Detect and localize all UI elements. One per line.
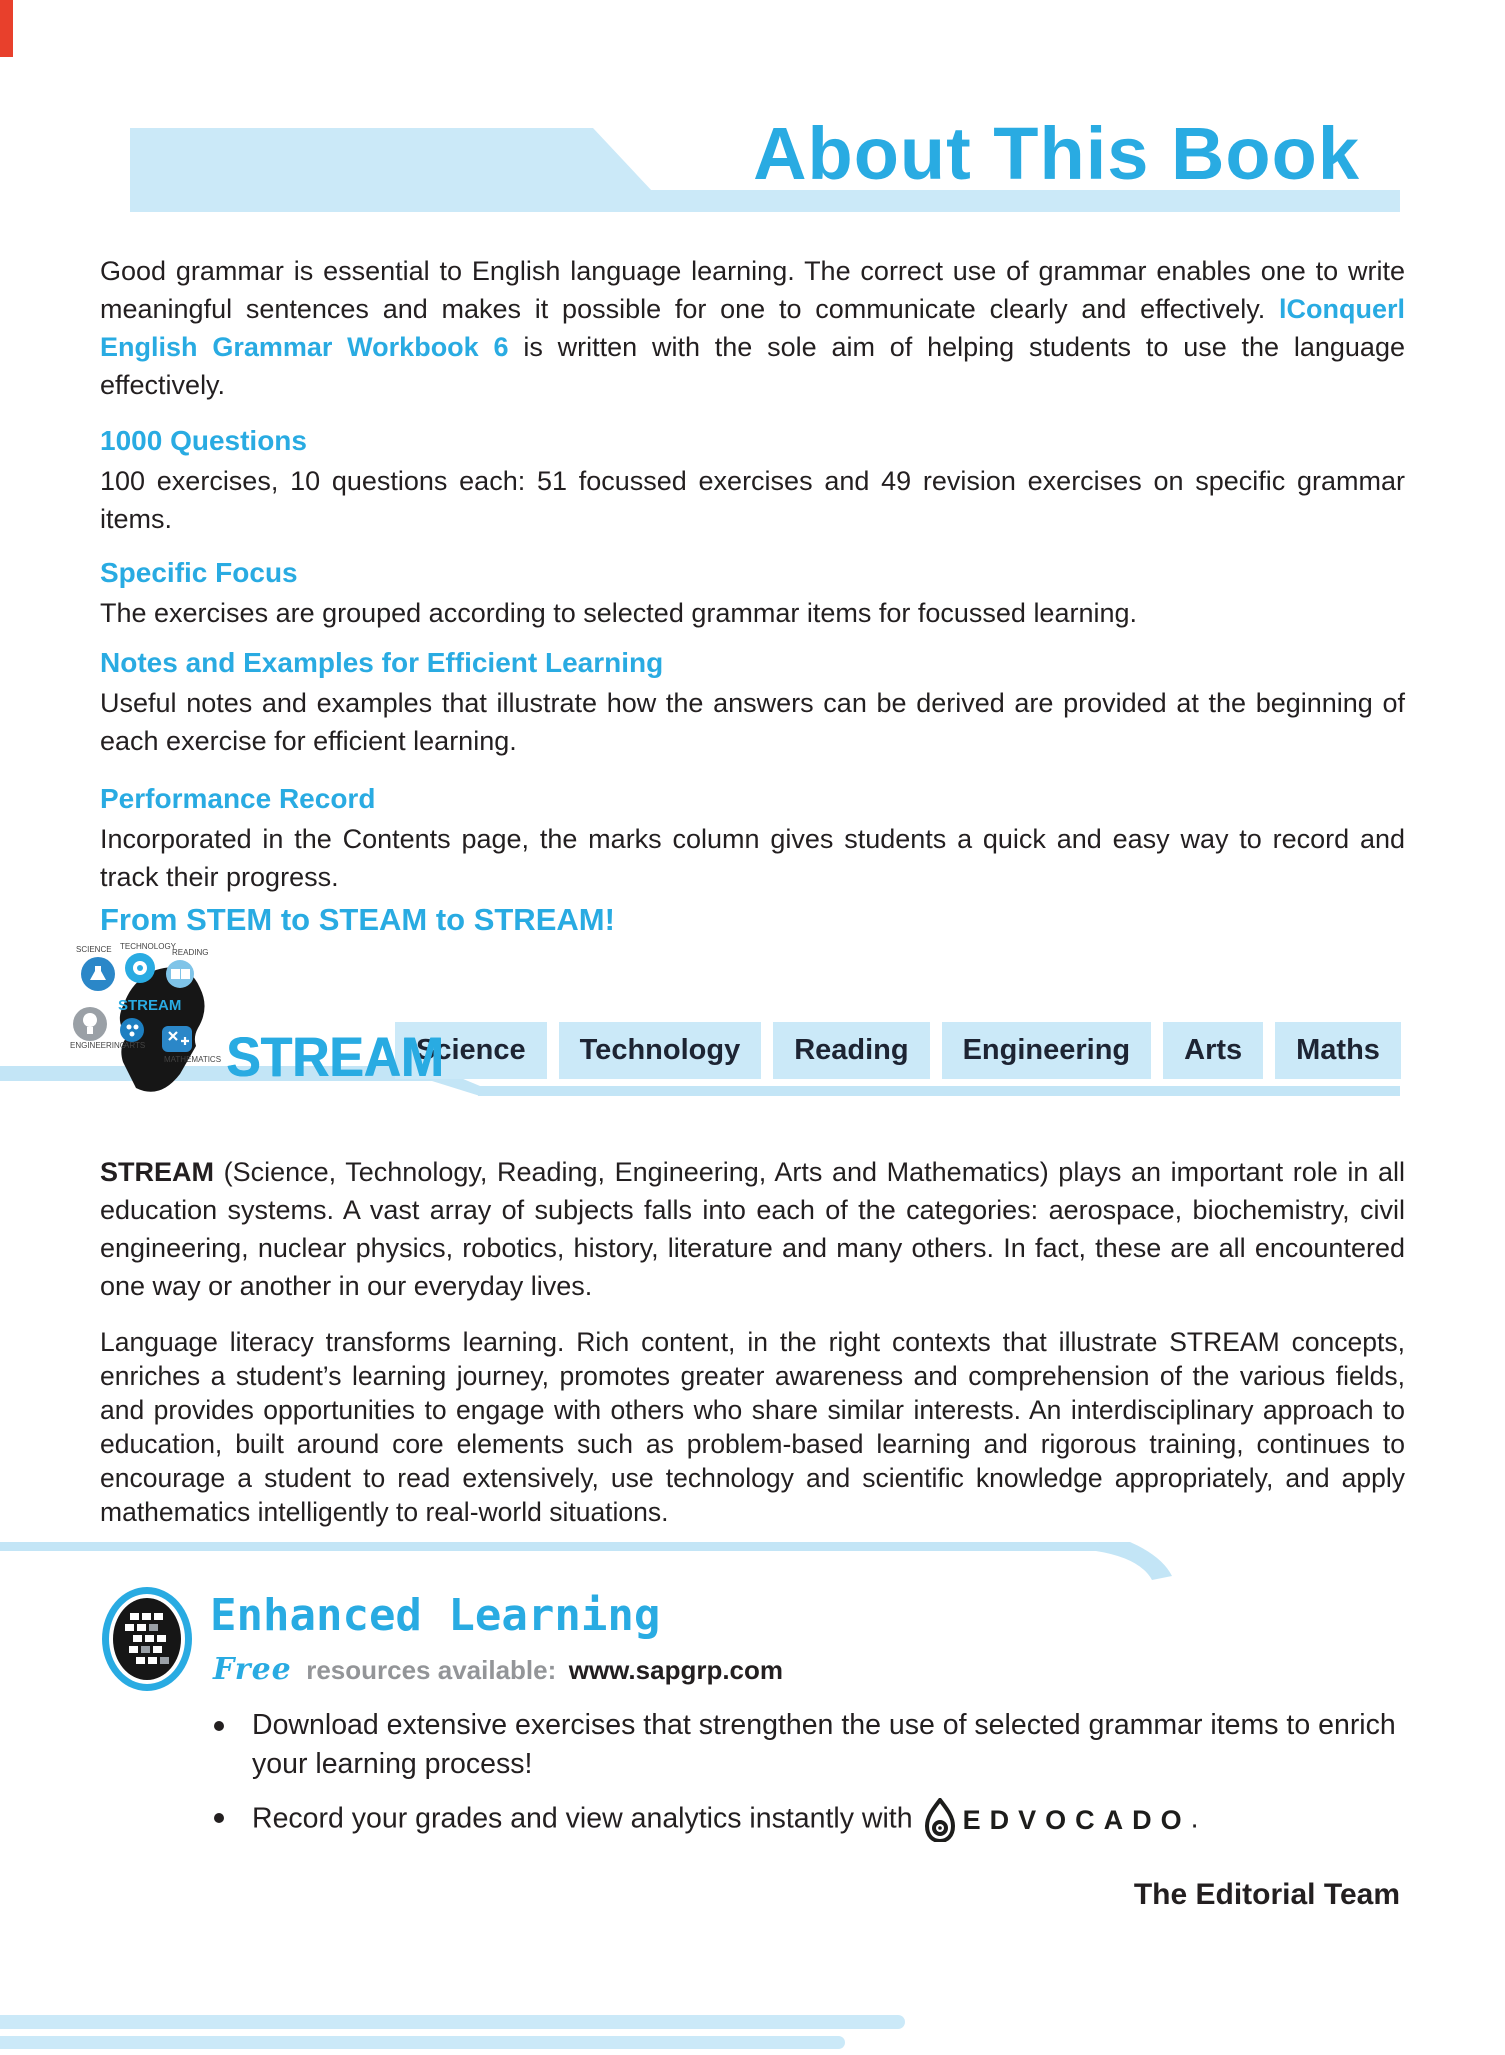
stream-paragraph-1-rest: (Science, Technology, Reading, Engineering, Arts and Mathematics) plays an important role in all education systems. A vast array of subjects falls into each of the categories: aerospace, biochemistry, civil engineering, nuclear physics, robotics, history, literature and many others. In fact, these are all encountered one way or another in our everyday lives. — [100, 1157, 1405, 1301]
enhanced-learning-title: Enhanced Learning — [210, 1590, 661, 1641]
enhanced-learning-icon — [100, 1585, 195, 1693]
bullet-record-period: . — [1190, 1802, 1199, 1835]
head-label-science: SCIENCE — [76, 945, 112, 954]
free-label: Free — [213, 1652, 292, 1687]
head-label-mathematics: MATHEMATICS — [164, 1055, 222, 1064]
section-heading: 1000 Questions — [100, 425, 307, 456]
section-performance-record — [100, 782, 1405, 896]
head-label-reading: READING — [172, 948, 209, 957]
section-body: Incorporated in the Contents page, the marks column gives students a quick and easy way to record and track their progress. — [100, 824, 1405, 892]
section-notes-examples — [100, 646, 1405, 760]
resources-label: resources available: — [306, 1655, 557, 1685]
subject-box-maths: Maths — [1275, 1022, 1401, 1079]
subject-box-arts: Arts — [1163, 1022, 1263, 1079]
section-1000-questions — [100, 424, 1405, 538]
section-heading: Performance Record — [100, 783, 376, 814]
editorial-team-signature: The Editorial Team — [1133, 1878, 1400, 1911]
title-banner — [130, 112, 1400, 212]
stream-paragraph-1 — [100, 1153, 1405, 1305]
section-body: The exercises are grouped according to selected grammar items for focussed learning. — [100, 598, 1138, 628]
edvocado-wordmark: EDVOCADO — [962, 1804, 1191, 1835]
intro-text-after: is written with the sole aim of helping students to use the language effectively. — [100, 332, 1405, 400]
page-title: About This Book — [753, 112, 1360, 195]
bullet-download: Download extensive exercises that strengthen the use of selected grammar items to enrich your learning process! — [200, 1706, 1400, 1784]
head-stream-word: STREAM — [118, 997, 182, 1014]
bottom-decoration-bar-1 — [0, 2015, 905, 2029]
stream-paragraph-2: Language literacy transforms learning. Rich content, in the right contexts that illustrate STREAM concepts, enriches a student’s learning journey, promotes greater awareness and comprehension of the various fields, and provides opportunities to engage with others who share similar interests. An interdisciplinary approach to education, built around core elements such as problem-based learning and rigorous training, continues to encourage a student to read extensively, use technology and scientific knowledge appropriately, and apply mathematics intelligently to real-world situations. — [100, 1326, 1405, 1527]
enhanced-learning-bullets — [200, 1706, 1400, 1856]
bottom-decoration-bar-2 — [0, 2036, 845, 2049]
section-heading: Specific Focus — [100, 557, 298, 588]
subject-box-engineering: Engineering — [942, 1022, 1152, 1079]
section-body: 100 exercises, 10 questions each: 51 focussed exercises and 49 revision exercises on specific grammar items. — [100, 466, 1405, 534]
stream-logo-text: STREAM — [226, 1025, 444, 1088]
bullet-record-text: Record your grades and view analytics instantly with — [252, 1802, 913, 1835]
intro-text-before: Good grammar is essential to English language learning. The correct use of grammar enables one to write meaningful sentences and makes it possible for one to communicate clearly and effectively. — [100, 256, 1405, 324]
intro-paragraph — [100, 252, 1405, 404]
section-divider — [0, 1542, 1505, 1584]
subject-box-technology: Technology — [559, 1022, 762, 1079]
workbook-brand: lConquerl English Grammar Workbook 6 — [100, 294, 1405, 362]
resources-url: www.sapgrp.com — [568, 1655, 784, 1685]
subject-box-reading: Reading — [773, 1022, 929, 1079]
stream-head-graphic — [68, 942, 233, 1100]
edvocado-avocado-icon — [923, 1798, 957, 1842]
stream-subject-boxes — [395, 1022, 1401, 1079]
page-corner-mark — [0, 0, 13, 57]
section-body: Useful notes and examples that illustrate how the answers can be derived are provided at the beginning of each exercise for efficient learning. — [100, 688, 1405, 756]
enhanced-learning-subline — [213, 1652, 783, 1687]
head-label-arts: ARTS — [124, 1041, 146, 1050]
head-label-technology: TECHNOLOGY — [120, 942, 177, 951]
edvocado-logo — [923, 1798, 1191, 1842]
subject-box-science: Science — [395, 1022, 547, 1079]
bullet-record — [200, 1798, 1400, 1842]
stem-to-stream-heading: From STEM to STEAM to STREAM! — [100, 902, 615, 937]
stream-bold-word: STREAM — [100, 1157, 214, 1187]
head-label-engineering: ENGINEERING — [70, 1041, 127, 1050]
section-specific-focus — [100, 556, 1405, 632]
section-heading: Notes and Examples for Efficient Learning — [100, 647, 664, 678]
